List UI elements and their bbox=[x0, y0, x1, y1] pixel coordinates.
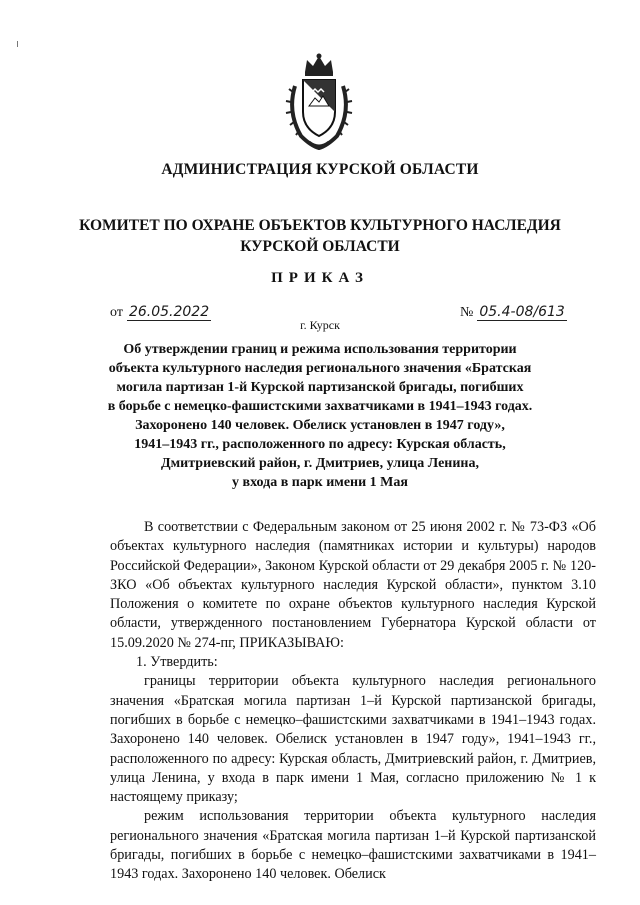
order-item-1: 1. Утвердить: bbox=[136, 654, 218, 671]
usage-regime-paragraph: режим использования территории объекта культурного наследия регионального значения «Братская могила партизан 1–й Курской партизанской бригады, погибших в борьбе с немецко–фашистскими захватчиками в 1941–1943 годах. Захоронено 140 человек. Обелиск bbox=[110, 808, 596, 883]
date-value: 26.05.2022 bbox=[128, 304, 210, 320]
subject-line: могила партизан 1-й Курской партизанской бригады, погибших bbox=[116, 380, 524, 395]
subject-line: Об утверждении границ и режима использования территории bbox=[123, 342, 517, 357]
kursk-coat-of-arms-icon bbox=[283, 52, 355, 152]
number-prefix: № bbox=[460, 305, 474, 320]
city-label: г. Курск bbox=[300, 318, 340, 332]
document-subject bbox=[105, 340, 535, 492]
subject-line: 1941–1943 гг., расположенного по адресу: Курская область, bbox=[134, 437, 506, 452]
preamble-paragraph: В соответствии с Федеральным законом от 25 июня 2002 г. № 73-ФЗ «Об объектах культурного наследия (памятниках истории и культуры) народов Российской Федерации», Законом Курской области от 29 декабря 2005 г. № 120-ЗКО «Об объектах культурного наследия Курской области», пунктом 3.10 Положения о комитете по охране объектов культурного наследия Курской области, утвержденного постановлением Губернатора Курской области от 15.09.2020 № 274-пг, ПРИКАЗЫВАЮ: bbox=[110, 519, 596, 651]
committee-title bbox=[0, 215, 640, 257]
subject-line: в борьбе с немецко-фашистскими захватчиками в 1941–1943 годах. bbox=[107, 399, 533, 414]
number-value: 05.4-08/613 bbox=[479, 304, 565, 320]
scan-mark bbox=[17, 41, 18, 47]
committee-title-line1: КОМИТЕТ ПО ОХРАНЕ ОБЪЕКТОВ КУЛЬТУРНОГО НАСЛЕДИЯ bbox=[79, 217, 561, 234]
document-type: ПРИКАЗ bbox=[271, 270, 369, 286]
subject-line: объекта культурного наследия регионального значения «Братская bbox=[108, 361, 532, 376]
document-body bbox=[110, 518, 596, 885]
subject-line: Захоронено 140 человек. Обелиск установлен в 1947 году», bbox=[135, 418, 505, 433]
date-prefix: от bbox=[110, 305, 123, 320]
committee-title-line2: КУРСКОЙ ОБЛАСТИ bbox=[240, 238, 400, 255]
subject-line: у входа в парк имени 1 Мая bbox=[232, 475, 408, 490]
subject-line: Дмитриевский район, г. Дмитриев, улица Ленина, bbox=[161, 456, 479, 471]
boundaries-paragraph: границы территории объекта культурного наследия регионального значения «Братская могила партизан 1–й Курской партизанской бригады, погибших в борьбе с немецко–фашистскими захватчиками в 1941–1943 годах. Захоронено 140 человек. Обелиск установлен в 1947 году», 1941–1943 гг., расположенного по адресу: Курская область, Дмитриевский район, г. Дмитриев, улица Ленина, у входа в парк имени 1 Мая, согласно приложению № 1 к настоящему приказу; bbox=[110, 673, 596, 806]
administration-title: АДМИНИСТРАЦИЯ КУРСКОЙ ОБЛАСТИ bbox=[161, 161, 479, 178]
